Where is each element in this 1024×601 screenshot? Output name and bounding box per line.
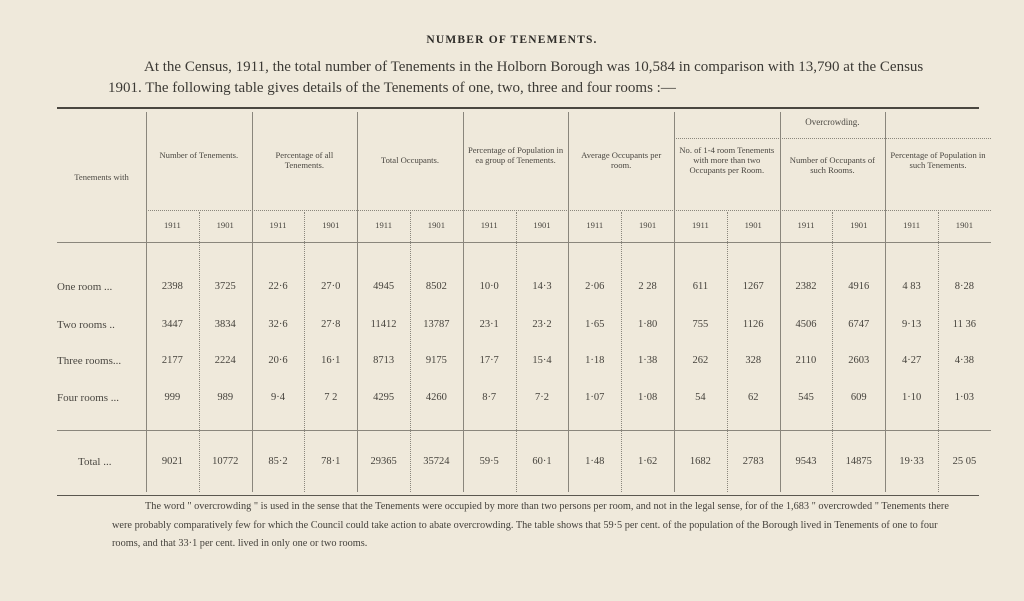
overcrowding-rule (674, 138, 991, 139)
row-header: Tenements with (74, 172, 129, 182)
table-cell: 1·08 (637, 392, 658, 403)
table-cell: 1267 (742, 281, 764, 292)
total-rule (57, 430, 991, 431)
year-label: 1901 (427, 220, 445, 230)
year-label: 1911 (375, 220, 393, 230)
table-cell: 11 36 (952, 319, 977, 330)
row-label: One room ... (57, 281, 113, 293)
table-cell: 78·1 (321, 456, 341, 467)
table-cell: 85·2 (268, 456, 288, 467)
table-cell: 10772 (212, 456, 239, 467)
table-cell: 8·7 (482, 392, 497, 403)
col-divider (674, 112, 675, 492)
row-label: Two rooms .. (57, 319, 115, 331)
table-cell: 13787 (423, 319, 450, 330)
table-cell: 1·07 (585, 392, 605, 403)
row-label: Four rooms ... (57, 392, 120, 404)
row-label: Three rooms... (57, 355, 122, 367)
table-cell: 20·6 (268, 355, 288, 366)
table-cell: 8502 (425, 281, 447, 292)
table-cell: 10·0 (479, 281, 499, 292)
table-cell: 14875 (845, 456, 872, 467)
table-cell: 25 05 (952, 456, 977, 467)
table-cell: 1·62 (637, 456, 658, 467)
year-divider (832, 212, 833, 492)
col-divider (885, 112, 886, 492)
overcrowding-header: Overcrowding. (805, 117, 860, 127)
table-top-rule (57, 107, 979, 109)
table-cell: 14·3 (532, 281, 552, 292)
group-header: Percentage of Population in such Tenements. (890, 150, 986, 170)
table-cell: 2783 (742, 456, 764, 467)
year-divider (199, 212, 200, 492)
row-label: Total ... (78, 456, 112, 468)
table-cell: 4·38 (954, 355, 975, 366)
year-label: 1901 (533, 220, 551, 230)
group-header: Percentage of Population in ea group of Tenements. (467, 145, 564, 165)
table-cell: 4945 (373, 281, 395, 292)
table-cell: 59·5 (479, 456, 499, 467)
table-cell: 23·2 (532, 319, 552, 330)
table-cell: 3725 (214, 281, 236, 292)
table-cell: 7·2 (534, 392, 549, 403)
table-cell: 29365 (370, 456, 397, 467)
year-label: 1901 (744, 220, 762, 230)
table-cell: 27·8 (321, 319, 341, 330)
table-cell: 60·1 (532, 456, 552, 467)
footnote-text: The word " overcrowding " is used in the sense that the Tenements were occupied by more than two persons per room, and not in the legal sense, for of the 1,683 " overcrowded " Tenements there were probably comparatively few for which the Council could take action to abate overcrowding. The table shows that 59·5 per cent. of the population of the Borough lived in Tenements of one to four rooms, and that 33·1 per cent. lived in only one or two rooms. (112, 501, 949, 549)
table-cell: 32·6 (268, 319, 288, 330)
table-cell: 4·27 (901, 355, 922, 366)
table-cell: 989 (217, 392, 234, 403)
year-label: 1911 (480, 220, 498, 230)
year-label: 1901 (216, 220, 234, 230)
table-cell: 4916 (848, 281, 870, 292)
year-divider (727, 212, 728, 492)
table-cell: 4506 (795, 319, 817, 330)
table-cell: 2177 (161, 355, 183, 366)
table-cell: 609 (850, 392, 867, 403)
intro-paragraph (108, 57, 948, 99)
col-divider (252, 112, 253, 492)
year-divider (621, 212, 622, 492)
table-cell: 1·03 (954, 392, 975, 403)
table-cell: 22·6 (268, 281, 288, 292)
year-label: 1901 (638, 220, 657, 230)
footnote (112, 498, 960, 554)
table-cell: 27·0 (321, 281, 341, 292)
table-cell: 1·48 (585, 456, 605, 467)
table-cell: 1·38 (637, 355, 658, 366)
year-label: 1901 (955, 220, 973, 230)
year-divider (938, 212, 939, 492)
table-cell: 262 (692, 355, 709, 366)
table-cell: 611 (692, 281, 709, 292)
table-cell: 2382 (795, 281, 817, 292)
table-cell: 11412 (370, 319, 397, 330)
year-label: 1911 (691, 220, 709, 230)
table-cell: 23·1 (479, 319, 499, 330)
table-cell: 2224 (214, 355, 236, 366)
year-label: 1911 (903, 220, 921, 230)
table-cell: 755 (692, 319, 709, 330)
table-cell: 19·33 (899, 456, 924, 467)
table-cell: 7 2 (324, 392, 338, 403)
table-cell: 9021 (161, 456, 183, 467)
year-label: 1911 (163, 220, 181, 230)
table-cell: 17·7 (479, 355, 499, 366)
year-divider (516, 212, 517, 492)
group-header: Percentage of all Tenements. (275, 150, 334, 170)
group-header: Average Occupants per room. (581, 150, 662, 170)
header-rule (57, 242, 991, 243)
table-cell: 2 28 (638, 281, 657, 292)
table-cell: 8713 (373, 355, 395, 366)
intro-text: At the Census, 1911, the total number of Tenements in the Holborn Borough was 10,584 in comparison with 13,790 at the Census 1901. The following table gives details of the Tenements of one, two, three and four rooms :— (108, 59, 924, 96)
table-cell: 328 (745, 355, 762, 366)
table-cell: 1·65 (585, 319, 605, 330)
table-cell: 4 83 (902, 281, 921, 292)
table-cell: 54 (695, 392, 706, 403)
table-cell: 4295 (373, 392, 395, 403)
table-cell: 9·13 (901, 319, 922, 330)
table-cell: 15·4 (532, 355, 552, 366)
group-header: Total Occupants. (380, 155, 440, 165)
table-cell: 1·80 (637, 319, 658, 330)
table-cell: 3834 (214, 319, 236, 330)
page-title: NUMBER OF TENEMENTS. (426, 34, 598, 46)
col-divider (146, 112, 147, 492)
year-label: 1901 (322, 220, 340, 230)
group-header: No. of 1-4 room Tenements with more than two Occupants per Room. (679, 145, 775, 175)
table-cell: 6747 (848, 319, 870, 330)
table-cell: 8·28 (954, 281, 975, 292)
col-divider (780, 112, 781, 492)
table-cell: 9·4 (270, 392, 285, 403)
table-cell: 4260 (425, 392, 447, 403)
year-divider (304, 212, 305, 492)
table-cell: 2603 (848, 355, 870, 366)
table-cell: 35724 (423, 456, 450, 467)
group-header: Number of Tenements. (159, 150, 239, 160)
table-cell: 2398 (161, 281, 183, 292)
year-label: 1911 (586, 220, 604, 230)
table-cell: 62 (747, 392, 759, 403)
col-divider (463, 112, 464, 492)
year-label: 1901 (850, 220, 868, 230)
table-bottom-rule (57, 495, 979, 496)
table-cell: 9543 (795, 456, 817, 467)
table-cell: 9175 (425, 355, 447, 366)
year-label: 1911 (797, 220, 815, 230)
table-cell: 2·06 (585, 281, 605, 292)
table-cell: 999 (164, 392, 181, 403)
year-divider (410, 212, 411, 492)
year-label: 1911 (269, 220, 287, 230)
table-cell: 1126 (742, 319, 764, 330)
table-cell: 1·18 (585, 355, 605, 366)
col-divider (357, 112, 358, 492)
table-cell: 3447 (161, 319, 183, 330)
year-rule (146, 210, 991, 211)
table-cell: 545 (798, 392, 814, 403)
col-divider (568, 112, 569, 492)
group-header: Number of Occupants of such Rooms. (789, 155, 875, 175)
table-cell: 16·1 (321, 355, 341, 366)
table-cell: 1·10 (901, 392, 922, 403)
table-cell: 2110 (795, 355, 817, 366)
table-cell: 1682 (689, 456, 711, 467)
